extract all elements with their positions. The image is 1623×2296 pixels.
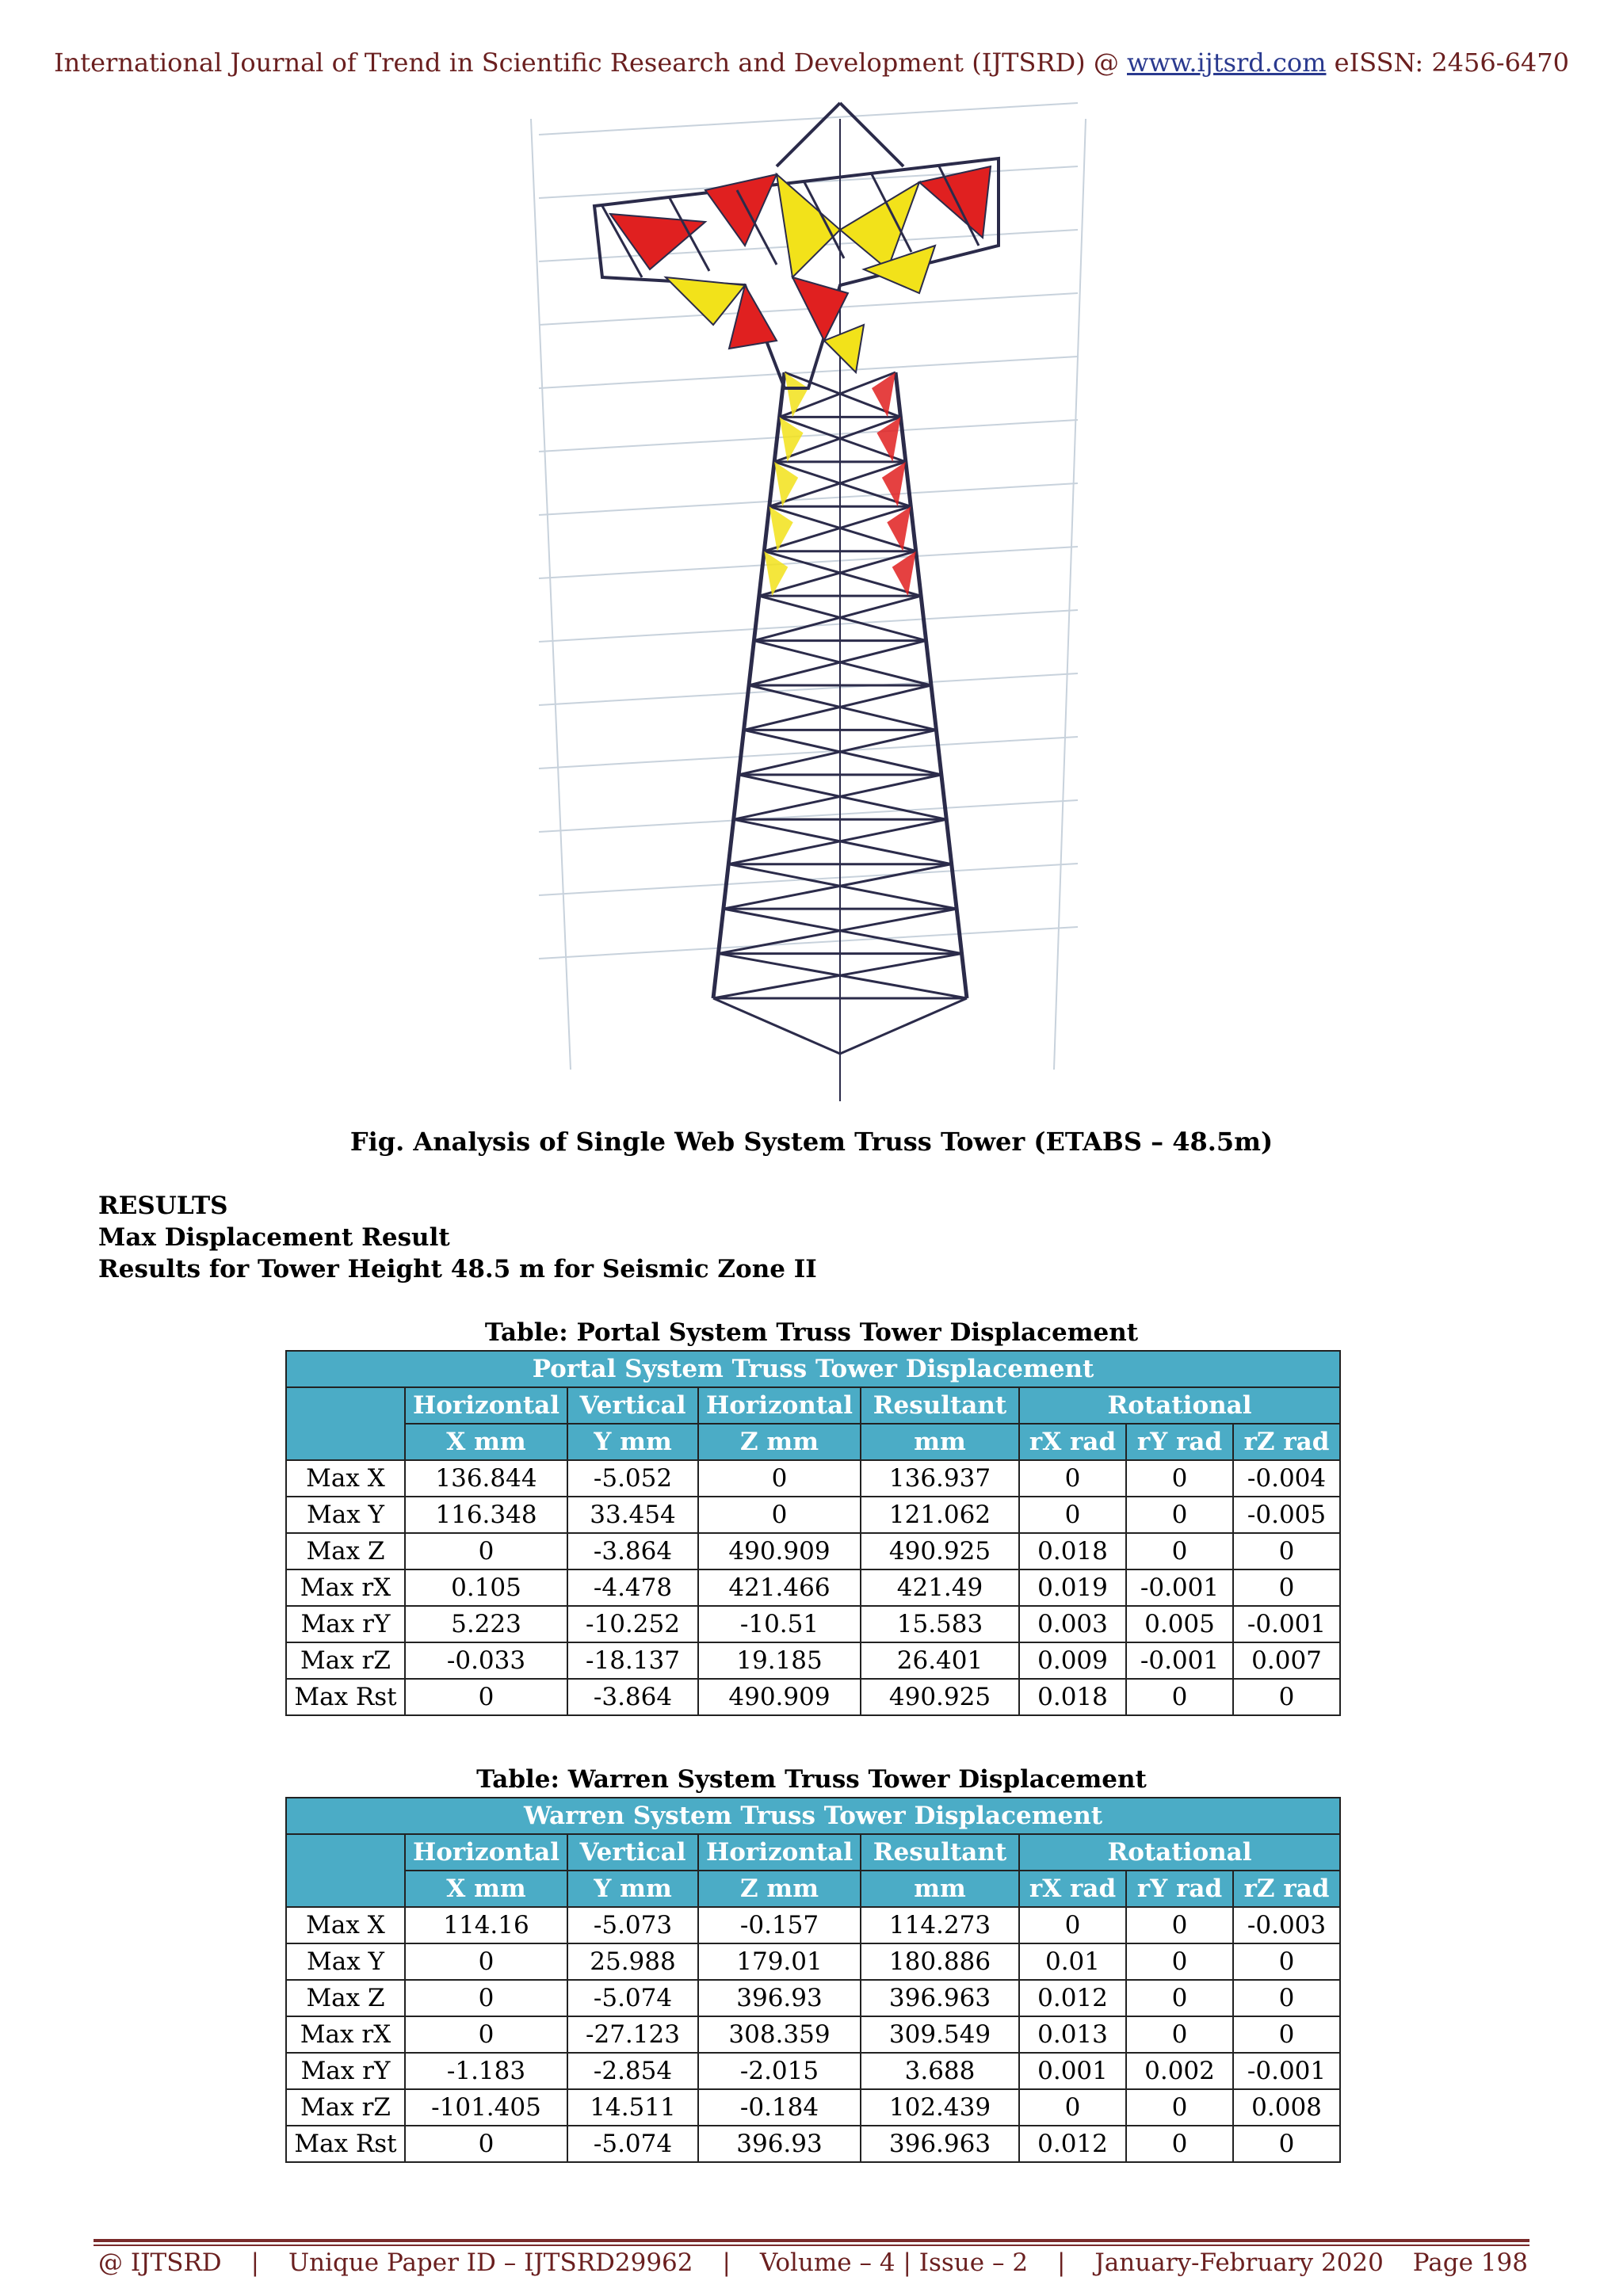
unit-header: X mm xyxy=(405,1424,567,1460)
unit-header: mm xyxy=(861,1871,1019,1907)
row-label: Max Y xyxy=(286,1943,405,1980)
table-cell: 179.01 xyxy=(698,1943,861,1980)
table-cell: 0.001 xyxy=(1019,2053,1126,2089)
row-label: Max rZ xyxy=(286,1642,405,1679)
base-member xyxy=(840,998,967,1054)
results-section xyxy=(98,1190,817,1285)
table-title: Portal System Truss Tower Displacement xyxy=(286,1351,1340,1387)
table-cell: 0.008 xyxy=(1233,2089,1340,2126)
portal-displacement-table xyxy=(285,1350,1341,1716)
table-cell: 0 xyxy=(1233,1980,1340,2016)
column-group-header: Horizontal xyxy=(698,1834,861,1871)
row-label: Max X xyxy=(286,1907,405,1943)
table-cell: 121.062 xyxy=(861,1497,1019,1533)
table-cell: 0 xyxy=(1126,2016,1233,2053)
column-group-header: Resultant xyxy=(861,1387,1019,1424)
table-cell: 0 xyxy=(1126,2089,1233,2126)
truss-brace xyxy=(754,596,921,640)
unit-header: rX rad xyxy=(1019,1424,1126,1460)
results-heading: RESULTS xyxy=(98,1192,228,1220)
unit-header: rY rad xyxy=(1126,1424,1233,1460)
warren-displacement-table xyxy=(285,1797,1341,2163)
table-cell: 0 xyxy=(1019,1460,1126,1497)
results-subheading: Max Displacement Result xyxy=(98,1223,450,1252)
stress-indicator xyxy=(666,277,745,325)
table-cell: 102.439 xyxy=(861,2089,1019,2126)
table-cell: 0.012 xyxy=(1019,1980,1126,2016)
table-cell: 114.273 xyxy=(861,1907,1019,1943)
table-cell: 0 xyxy=(1126,1460,1233,1497)
grid-line xyxy=(539,103,1078,135)
unit-header: rX rad xyxy=(1019,1871,1126,1907)
table-cell: 0 xyxy=(1233,1943,1340,1980)
table-cell: 136.844 xyxy=(405,1460,567,1497)
footer-separator: | xyxy=(722,2248,731,2277)
grid-line xyxy=(539,737,1078,769)
grid-line xyxy=(539,483,1078,515)
table-cell: 308.359 xyxy=(698,2016,861,2053)
unit-header: rY rad xyxy=(1126,1871,1233,1907)
table-cell: 0.003 xyxy=(1019,1606,1126,1642)
table-cell: 0 xyxy=(1126,1679,1233,1715)
row-label: Max Rst xyxy=(286,1679,405,1715)
footer-rule xyxy=(94,2239,1529,2242)
table-cell: 0 xyxy=(1126,1497,1233,1533)
table-cell: 0 xyxy=(405,1943,567,1980)
table-cell: -27.123 xyxy=(567,2016,698,2053)
row-label: Max X xyxy=(286,1460,405,1497)
table-cell: 0 xyxy=(405,1533,567,1569)
table-cell: 490.909 xyxy=(698,1533,861,1569)
table-cell: -5.052 xyxy=(567,1460,698,1497)
table-cell: 0 xyxy=(698,1460,861,1497)
journal-website-link[interactable]: www.ijtsrd.com xyxy=(1127,48,1327,78)
table-row xyxy=(286,1460,1340,1497)
unit-header: rZ rad xyxy=(1233,1871,1340,1907)
table-cell: 0.002 xyxy=(1126,2053,1233,2089)
results-context: Results for Tower Height 48.5 m for Seismic Zone II xyxy=(98,1255,817,1283)
table-cell: -0.033 xyxy=(405,1642,567,1679)
row-label: Max rX xyxy=(286,2016,405,2053)
footer-date: January-February 2020 xyxy=(1094,2248,1384,2277)
table-cell: 26.401 xyxy=(861,1642,1019,1679)
table-cell: 396.93 xyxy=(698,2126,861,2162)
truss-brace xyxy=(754,641,931,685)
table-cell: 0 xyxy=(405,2016,567,2053)
table-cell: 0.012 xyxy=(1019,2126,1126,2162)
table-cell: 0 xyxy=(1019,1497,1126,1533)
table-cell: -0.157 xyxy=(698,1907,861,1943)
table-cell: 0.105 xyxy=(405,1569,567,1606)
column-group-header: Vertical xyxy=(567,1387,698,1424)
table-cell: 0.007 xyxy=(1233,1642,1340,1679)
table-row xyxy=(286,1569,1340,1606)
table-cell: -5.073 xyxy=(567,1907,698,1943)
footer-rule-thin xyxy=(94,2245,1529,2246)
column-group-header: Rotational xyxy=(1019,1834,1340,1871)
column-group-header: Horizontal xyxy=(698,1387,861,1424)
table-cell: 3.688 xyxy=(861,2053,1019,2089)
table-cell: 116.348 xyxy=(405,1497,567,1533)
table-cell: 0.013 xyxy=(1019,2016,1126,2053)
table-cell: -10.51 xyxy=(698,1606,861,1642)
table-cell: -0.001 xyxy=(1126,1642,1233,1679)
stress-indicator xyxy=(610,214,705,269)
footer-separator: | xyxy=(250,2248,260,2277)
table-cell: 490.909 xyxy=(698,1679,861,1715)
table-cell: 0.018 xyxy=(1019,1533,1126,1569)
table-cell: 0 xyxy=(405,2126,567,2162)
row-label: Max Z xyxy=(286,1533,405,1569)
table-row xyxy=(286,2053,1340,2089)
table-cell: -18.137 xyxy=(567,1642,698,1679)
truss-brace xyxy=(759,596,926,640)
table-row xyxy=(286,2016,1340,2053)
table-cell: -3.864 xyxy=(567,1533,698,1569)
table-cell: 0 xyxy=(1126,1907,1233,1943)
table-row xyxy=(286,1679,1340,1715)
table-cell: -0.001 xyxy=(1126,1569,1233,1606)
table-cell: 0 xyxy=(1233,1569,1340,1606)
unit-header: Z mm xyxy=(698,1871,861,1907)
row-label: Max rY xyxy=(286,1606,405,1642)
header-corner xyxy=(286,1834,405,1907)
table-cell: -0.001 xyxy=(1233,2053,1340,2089)
table-title: Warren System Truss Tower Displacement xyxy=(286,1798,1340,1834)
table-cell: 0.01 xyxy=(1019,1943,1126,1980)
header-corner xyxy=(286,1387,405,1460)
row-label: Max rZ xyxy=(286,2089,405,2126)
table-cell: 33.454 xyxy=(567,1497,698,1533)
row-label: Max rY xyxy=(286,2053,405,2089)
table-cell: 396.93 xyxy=(698,1980,861,2016)
table-cell: 421.49 xyxy=(861,1569,1019,1606)
table-cell: 136.937 xyxy=(861,1460,1019,1497)
table-cell: -2.854 xyxy=(567,2053,698,2089)
figure-caption: Fig. Analysis of Single Web System Truss Tower (ETABS – 48.5m) xyxy=(349,1127,1274,1157)
footer-page-number: Page 198 xyxy=(1412,2248,1528,2277)
table-cell: -10.252 xyxy=(567,1606,698,1642)
table-row xyxy=(286,1943,1340,1980)
table-row xyxy=(286,2089,1340,2126)
row-label: Max Rst xyxy=(286,2126,405,2162)
table-cell: 0 xyxy=(1233,2016,1340,2053)
footer-journal: @ IJTSRD xyxy=(98,2248,222,2277)
stress-indicator xyxy=(705,174,777,246)
table-row xyxy=(286,1980,1340,2016)
journal-issn: eISSN: 2456-6470 xyxy=(1326,48,1569,78)
truss-tower-figure xyxy=(507,87,1109,1117)
table-cell: 15.583 xyxy=(861,1606,1019,1642)
table-cell: 309.549 xyxy=(861,2016,1019,2053)
table-cell: -1.183 xyxy=(405,2053,567,2089)
table-caption-portal: Table: Portal System Truss Tower Displacement xyxy=(484,1318,1139,1347)
table-cell: 5.223 xyxy=(405,1606,567,1642)
stress-indicator xyxy=(919,166,991,238)
table-cell: 396.963 xyxy=(861,1980,1019,2016)
journal-title: International Journal of Trend in Scientific Research and Development (IJTSRD) @ xyxy=(54,48,1127,78)
table-cell: 0 xyxy=(405,1679,567,1715)
unit-header: Y mm xyxy=(567,1424,698,1460)
unit-header: Z mm xyxy=(698,1424,861,1460)
table-cell: 114.16 xyxy=(405,1907,567,1943)
stress-indicator xyxy=(824,325,864,372)
truss-tower-drawing xyxy=(507,87,1109,1117)
table-cell: 0 xyxy=(1126,1943,1233,1980)
table-cell: 0 xyxy=(1126,1533,1233,1569)
base-member xyxy=(713,998,840,1054)
column-group-header: Horizontal xyxy=(405,1834,567,1871)
table-cell: 25.988 xyxy=(567,1943,698,1980)
table-cell: -4.478 xyxy=(567,1569,698,1606)
table-cell: 0 xyxy=(1126,1980,1233,2016)
table-cell: 0.019 xyxy=(1019,1569,1126,1606)
table-cell: 0 xyxy=(1126,2126,1233,2162)
peak-member xyxy=(777,103,840,166)
table-cell: 0 xyxy=(405,1980,567,2016)
table-cell: -0.005 xyxy=(1233,1497,1340,1533)
table-cell: -0.184 xyxy=(698,2089,861,2126)
row-label: Max Y xyxy=(286,1497,405,1533)
table-cell: 490.925 xyxy=(861,1679,1019,1715)
table-row xyxy=(286,1642,1340,1679)
table-cell: 180.886 xyxy=(861,1943,1019,1980)
footer-volume: Volume – 4 | Issue – 2 xyxy=(759,2248,1029,2277)
grid-line xyxy=(539,800,1078,832)
unit-header: mm xyxy=(861,1424,1019,1460)
footer-paper-id: Unique Paper ID – IJTSRD29962 xyxy=(288,2248,693,2277)
page-footer xyxy=(98,2248,1528,2277)
table-cell: -0.004 xyxy=(1233,1460,1340,1497)
table-cell: 14.511 xyxy=(567,2089,698,2126)
table-cell: -5.074 xyxy=(567,2126,698,2162)
table-cell: 0 xyxy=(1233,1679,1340,1715)
table-cell: 0 xyxy=(1233,2126,1340,2162)
column-group-header: Rotational xyxy=(1019,1387,1340,1424)
table-cell: -5.074 xyxy=(567,1980,698,2016)
table-cell: 0 xyxy=(1019,2089,1126,2126)
table-cell: 0.005 xyxy=(1126,1606,1233,1642)
table-cell: 0 xyxy=(1019,1907,1126,1943)
unit-header: Y mm xyxy=(567,1871,698,1907)
table-cell: -0.003 xyxy=(1233,1907,1340,1943)
table-row xyxy=(286,1606,1340,1642)
grid-line xyxy=(539,420,1078,452)
table-cell: 0.018 xyxy=(1019,1679,1126,1715)
table-row xyxy=(286,1533,1340,1569)
table-cell: 490.925 xyxy=(861,1533,1019,1569)
table-cell: -2.015 xyxy=(698,2053,861,2089)
column-group-header: Horizontal xyxy=(405,1387,567,1424)
table-row xyxy=(286,1497,1340,1533)
table-row xyxy=(286,1907,1340,1943)
row-label: Max Z xyxy=(286,1980,405,2016)
column-group-header: Resultant xyxy=(861,1834,1019,1871)
peak-member xyxy=(840,103,903,166)
journal-header xyxy=(0,48,1623,78)
table-cell: -3.864 xyxy=(567,1679,698,1715)
unit-header: rZ rad xyxy=(1233,1424,1340,1460)
truss-brace xyxy=(749,641,926,685)
table-cell: 421.466 xyxy=(698,1569,861,1606)
table-cell: 0 xyxy=(1233,1533,1340,1569)
table-caption-warren: Table: Warren System Truss Tower Displacement xyxy=(476,1765,1147,1794)
table-row xyxy=(286,2126,1340,2162)
table-cell: 396.963 xyxy=(861,2126,1019,2162)
table-cell: 19.185 xyxy=(698,1642,861,1679)
table-cell: -0.001 xyxy=(1233,1606,1340,1642)
table-cell: 0.009 xyxy=(1019,1642,1126,1679)
unit-header: X mm xyxy=(405,1871,567,1907)
footer-separator: | xyxy=(1056,2248,1066,2277)
row-label: Max rX xyxy=(286,1569,405,1606)
table-cell: 0 xyxy=(698,1497,861,1533)
column-group-header: Vertical xyxy=(567,1834,698,1871)
table-cell: -101.405 xyxy=(405,2089,567,2126)
